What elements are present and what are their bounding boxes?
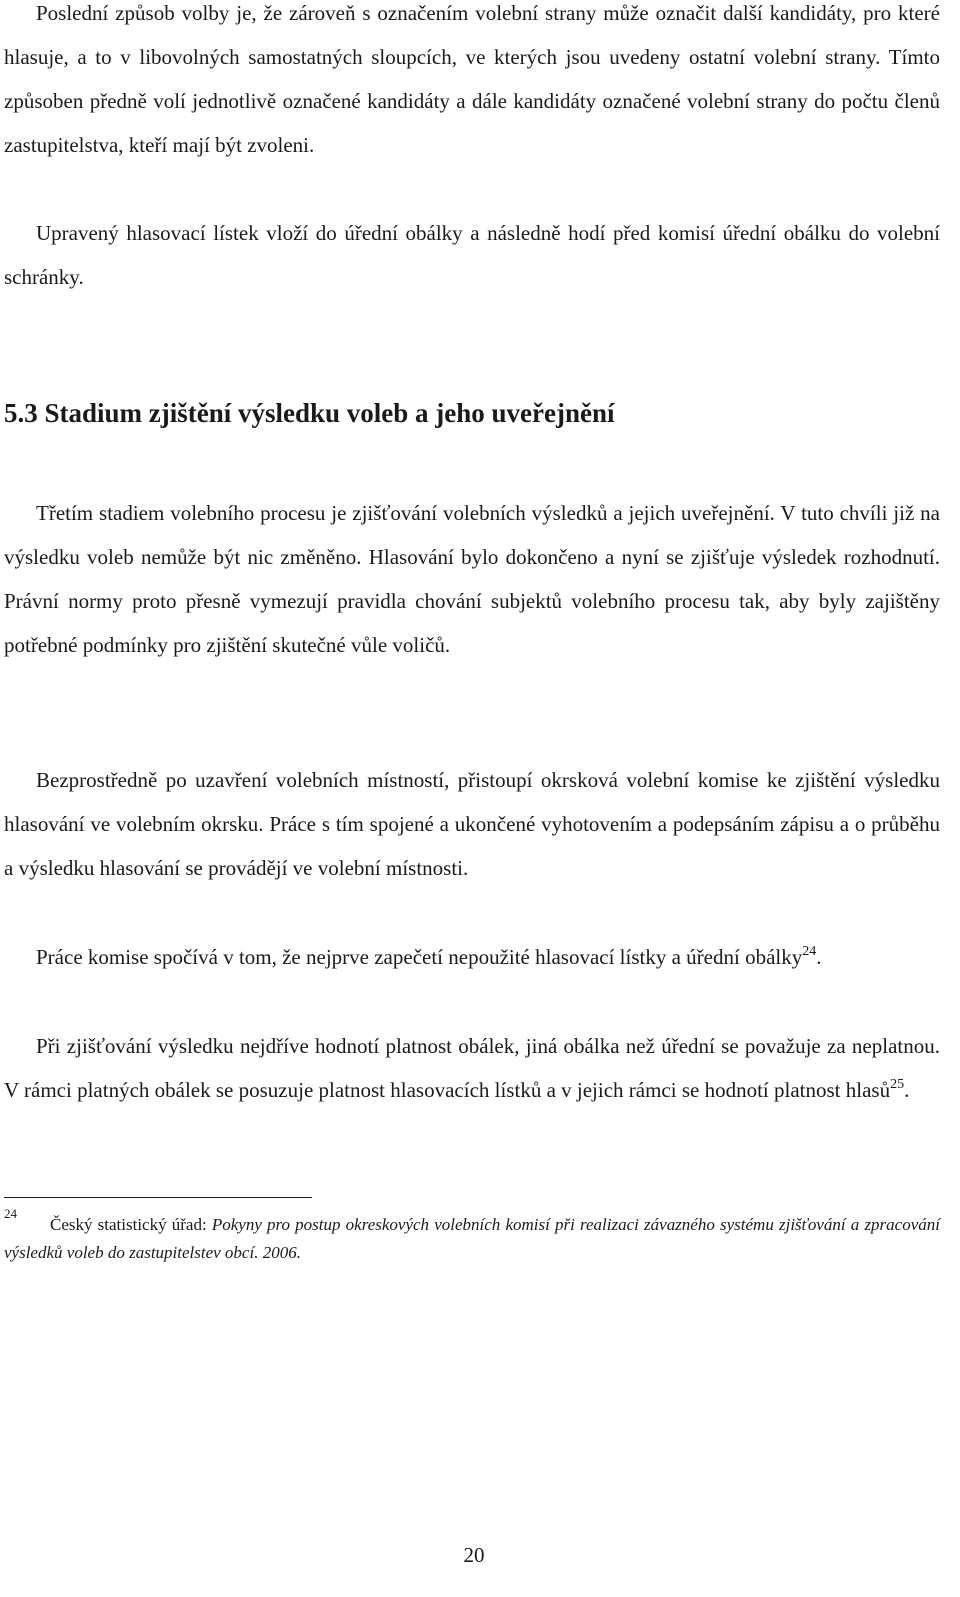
footnote-title: Pokyny pro postup okreskových volebních komisí při realizaci závazného systému zjišťování a zpracování výsledků voleb do zastupitelstev obcí. 2006. <box>4 1215 940 1262</box>
footnote-reference: 24 <box>802 944 817 959</box>
paragraph-text: Při zjišťování výsledku nejdříve hodnotí platnost obálek, jiná obálka než úřední se považuje za neplatnou. V rámci platných obálek se posuzuje platnost hlasovacích lístků a v jejich rámci se hodnotí platnost hlasů <box>4 1034 940 1102</box>
paragraph-third-stage: Třetím stadiem volebního procesu je zjišťování volebních výsledků a jejich uveřejnění. V tuto chvíli již na výsledku voleb nemůže být nic změněno. Hlasování bylo dokončeno a nyní se zjišťuje výsledek rozhodnutí. Právní normy proto přesně vymezují pravidla chování subjektů volebního procesu tak, aby byly zajištěny potřebné podmínky pro zjištění skutečné vůle voličů. <box>4 501 940 657</box>
paragraph-envelope-validity <box>4 1024 940 1112</box>
paragraph-commission-work <box>4 935 940 979</box>
footnote-reference: 25 <box>890 1077 905 1092</box>
paragraph-end: . <box>904 1078 910 1102</box>
paragraph-voting-method: Poslední způsob volby je, že zároveň s označením volební strany může označit další kandidáty, pro které hlasuje, a to v libovolných samostatných sloupcích, ve kterých jsou uvedeny ostatní volební strany. Tímto způsoben předně volí jednotlivě označené kandidáty a dále kandidáty označené volební strany do počtu členů zastupitelstva, kteří mají být zvoleni. <box>4 1 940 157</box>
page-number: 20 <box>463 1543 485 1567</box>
section-heading: 5.3 Stadium zjištění výsledku voleb a jeho uveřejnění <box>4 398 615 428</box>
paragraph-text: Práce komise spočívá v tom, že nejprve zapečetí nepoužité hlasovací lístky a úřední obálky <box>36 945 803 969</box>
paragraph-ballot-envelope: Upravený hlasovací lístek vloží do úřední obálky a následně hodí před komisí úřední obálku do volební schránky. <box>4 221 940 289</box>
footnote-divider <box>4 1197 312 1198</box>
paragraph-end: . <box>816 945 822 969</box>
paragraph-commission-count: Bezprostředně po uzavření volebních místností, přistoupí okrsková volební komise ke zjištění výsledku hlasování ve volebním okrsku. Práce s tím spojené a ukončené vyhotovením a podepsáním zápisu a o průběhu a výsledku hlasování se provádějí ve volební místnosti. <box>4 768 940 880</box>
footnote-source: Český statistický úřad: <box>50 1215 212 1234</box>
footnote-24: 24Český statistický úřad: Pokyny pro postup okreskových volebních komisí při realizaci závazného systému zjišťování a zpracování výsledků voleb do zastupitelstev obcí. 2006. <box>4 1206 940 1262</box>
